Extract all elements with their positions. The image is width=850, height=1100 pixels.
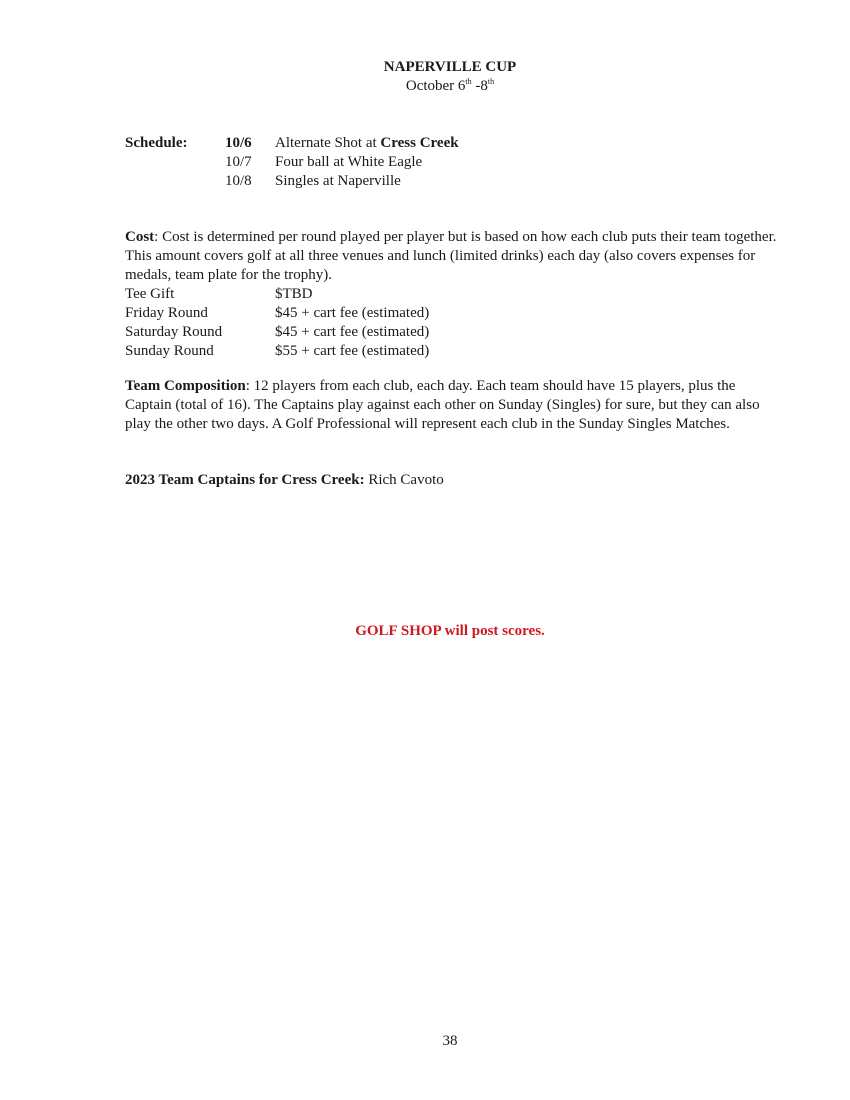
schedule-date: 10/6	[225, 135, 252, 151]
dates-start: October 6	[405, 78, 466, 94]
cost-item-price: $45 + cart fee (estimated)	[275, 324, 430, 340]
captains-section	[125, 471, 780, 490]
schedule-item	[225, 153, 625, 172]
event-dates	[0, 77, 850, 96]
cost-item-price: $55 + cart fee (estimated)	[275, 343, 430, 359]
team-composition-paragraph	[125, 377, 780, 434]
cost-section	[125, 228, 780, 361]
schedule-text: Four ball at White Eagle	[275, 154, 423, 170]
cost-item-name: Tee Gift	[125, 286, 175, 302]
team-composition-section	[125, 377, 780, 434]
cost-item-price: $45 + cart fee (estimated)	[275, 305, 430, 321]
schedule-text: Singles at Naperville	[275, 173, 401, 189]
cost-item-name: Friday Round	[125, 305, 208, 321]
captains-label: 2023 Team Captains for Cress Creek:	[125, 472, 365, 488]
cost-item	[125, 323, 780, 342]
cost-item	[125, 342, 780, 361]
captains-name: Rich Cavoto	[364, 472, 444, 488]
schedule-text: Alternate Shot at	[275, 135, 381, 151]
cost-item	[125, 304, 780, 323]
schedule-list	[225, 134, 625, 191]
cost-paragraph	[125, 228, 780, 285]
cost-item-price: $TBD	[275, 286, 313, 302]
dates-end-suffix: th	[487, 77, 495, 86]
captains-paragraph	[125, 471, 780, 490]
dates-end: -8	[471, 78, 488, 94]
schedule-venue: Cress Creek	[380, 135, 459, 151]
dates-start-suffix: th	[465, 77, 472, 86]
team-composition-label: Team Composition	[125, 378, 246, 394]
schedule-item	[225, 134, 625, 153]
page-number: 38	[442, 1033, 458, 1049]
cost-label: Cost	[125, 229, 155, 245]
schedule-date: 10/8	[225, 173, 252, 189]
score-notice: GOLF SHOP will post scores.	[355, 623, 545, 639]
schedule-label: Schedule:	[125, 135, 188, 151]
team-composition-text: : 12 players from each club, each day. Each team should have 15 players, plus the Captain (total of 16). The Captains play against each other on Sunday (Singles) for sure, but they can also play the other two days. A Golf Professional will represent each club in the Sunday Singles Matches.	[125, 378, 760, 432]
page-title: NAPERVILLE CUP	[383, 59, 517, 75]
cost-item-name: Sunday Round	[125, 343, 214, 359]
cost-text: : Cost is determined per round played per player but is based on how each club puts their team together. This amount covers golf at all three venues and lunch (limited drinks) each day (also covers expenses for medals, team plate for the trophy).	[125, 229, 777, 283]
cost-item	[125, 285, 780, 304]
schedule-date: 10/7	[225, 154, 252, 170]
cost-item-name: Saturday Round	[125, 324, 223, 340]
schedule-item	[225, 172, 625, 191]
